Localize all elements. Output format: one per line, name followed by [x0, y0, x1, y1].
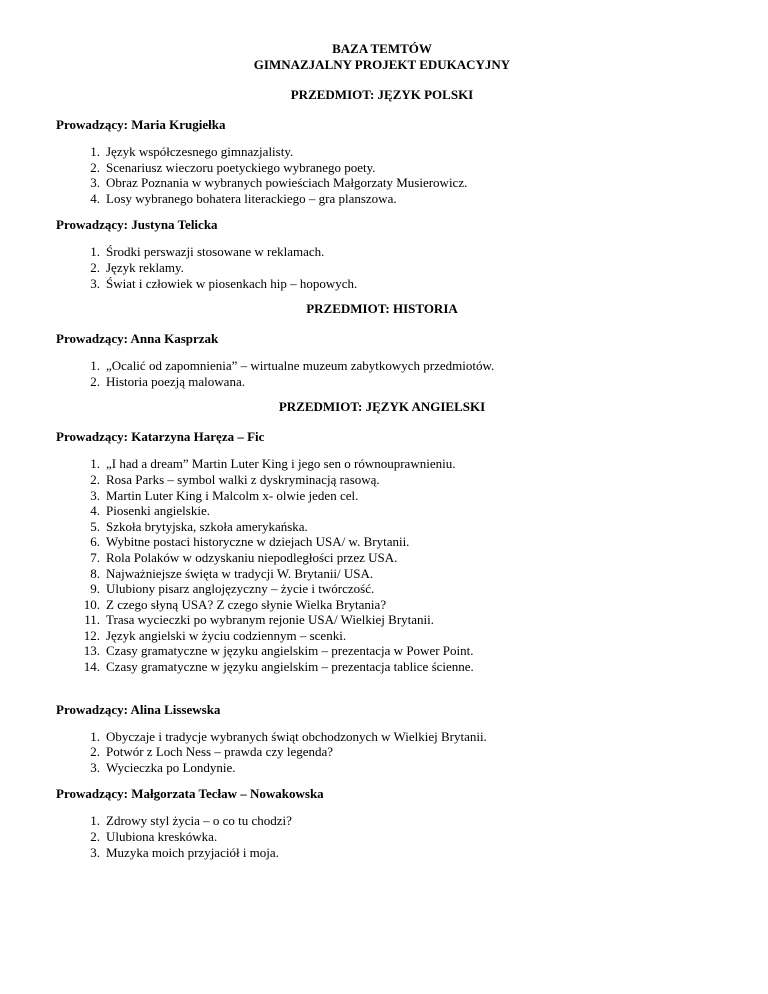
list-item: 2. Scenariusz wieczoru poetyckiego wybranego poety.	[90, 159, 376, 175]
list-item: 11. Trasa wycieczki po wybranym rejonie USA/ Wielkiej Brytanii.	[84, 612, 435, 628]
teacher-heading: Prowadzący: Justyna Telicka	[56, 217, 218, 233]
topic-list	[56, 144, 708, 206]
list-item: 2. Język reklamy.	[90, 259, 184, 275]
subject-section-angielski	[56, 399, 708, 860]
list-item: 3. Świat i człowiek w piosenkach hip – hopowych.	[90, 275, 358, 291]
topic-list	[56, 244, 708, 291]
teacher-heading: Prowadzący: Maria Krugiełka	[56, 117, 226, 132]
teacher-heading: Prowadzący: Małgorzata Tecław – Nowakowska	[56, 786, 324, 802]
subject-title: PRZEDMIOT: JĘZYK POLSKI	[290, 87, 474, 102]
list-item: 1. Język współczesnego gimnazjalisty.	[90, 144, 294, 159]
topic-list	[56, 729, 708, 776]
list-item: 9. Ulubiony pisarz anglojęzyczny – życie i twórczość.	[90, 581, 375, 597]
subject-title: PRZEDMIOT: JĘZYK ANGIELSKI	[278, 399, 486, 415]
document-title: BAZA TEMTÓW	[332, 41, 432, 56]
list-item: 7. Rola Polaków w odzyskaniu niepodległości przez USA.	[90, 549, 398, 565]
list-item: 8. Najważniejsze święta w tradycji W. Brytanii/ USA.	[90, 565, 374, 581]
topic-list	[56, 813, 708, 860]
document-subtitle: GIMNAZJALNY PROJEKT EDUKACYJNY	[253, 57, 511, 72]
list-item: 3. Wycieczka po Londynie.	[90, 759, 236, 775]
list-item: 4. Piosenki angielskie.	[90, 503, 210, 519]
list-item: 1. Obyczaje i tradycje wybranych świąt obchodzonych w Wielkiej Brytanii.	[90, 728, 487, 744]
teacher-heading: Prowadzący: Anna Kasprzak	[56, 331, 219, 347]
list-item: 2. Historia poezją malowana.	[90, 373, 245, 389]
list-item: 1. Zdrowy styl życia – o co tu chodzi?	[90, 813, 292, 829]
list-item: 3. Obraz Poznania w wybranych powieściach Małgorzaty Musierowicz.	[90, 175, 468, 191]
list-item: 13. Czasy gramatyczne w języku angielskim – prezentacja w Power Point.	[83, 643, 474, 659]
list-item: 3. Martin Luter King i Malcolm x- olwie jeden cel.	[90, 487, 359, 503]
subject-section-historia	[56, 301, 708, 389]
list-item: 4. Losy wybranego bohatera literackiego – gra planszowa.	[90, 190, 397, 206]
topic-list	[56, 456, 708, 674]
teacher-heading: Prowadzący: Alina Lissewska	[56, 701, 221, 717]
list-item: 5. Szkoła brytyjska, szkoła amerykańska.	[90, 518, 308, 534]
list-item: 1. Środki perswazji stosowane w reklamach.	[90, 244, 325, 260]
list-item: 12. Język angielski w życiu codziennym – scenki.	[83, 627, 347, 643]
list-item: 6. Wybitne postaci historyczne w dziejach USA/ w. Brytanii.	[90, 534, 410, 550]
list-item: 1. „I had a dream” Martin Luter King i jego sen o równouprawnieniu.	[90, 456, 456, 472]
list-item: 3. Muzyka moich przyjaciół i moja.	[90, 844, 279, 860]
list-item: 2. Potwór z Loch Ness – prawda czy legenda?	[90, 744, 334, 760]
list-item: 2. Ulubiona kreskówka.	[90, 829, 218, 845]
list-item: 14. Czasy gramatyczne w języku angielskim – prezentacja tablice ścienne.	[83, 659, 474, 675]
teacher-heading: Prowadzący: Katarzyna Haręza – Fic	[56, 429, 265, 445]
document-header	[56, 41, 708, 73]
list-item: 2. Rosa Parks – symbol walki z dyskryminacją rasową.	[90, 471, 380, 487]
list-item: 1. „Ocalić od zapomnienia” – wirtualne muzeum zabytkowych przedmiotów.	[90, 358, 495, 374]
subject-section-polski	[56, 87, 708, 291]
list-item: 10. Z czego słyną USA? Z czego słynie Wielka Brytania?	[83, 596, 387, 612]
subject-title: PRZEDMIOT: HISTORIA	[306, 301, 458, 317]
topic-list	[56, 358, 708, 389]
